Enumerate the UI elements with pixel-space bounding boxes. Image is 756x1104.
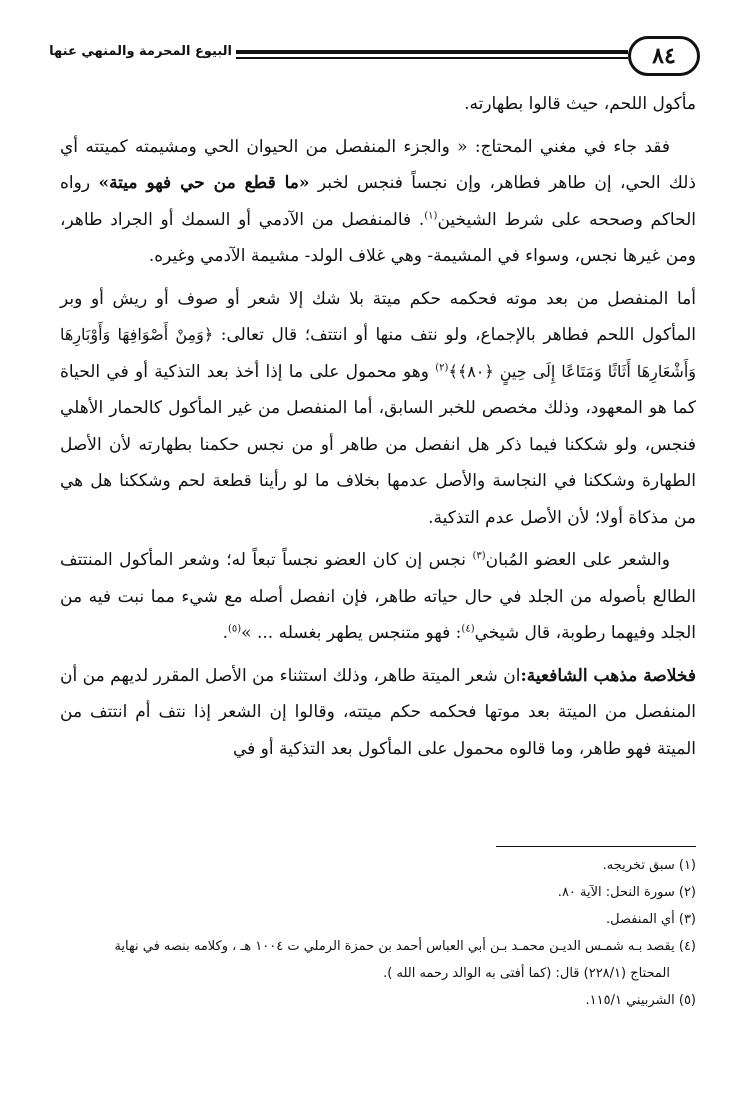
paragraph-3 (60, 281, 696, 537)
footnote-separator (496, 846, 696, 847)
footnote-ref-1[interactable]: (١) (424, 209, 438, 221)
summary-heading: فخلاصة مذهب الشافعية: (520, 665, 696, 686)
paragraph-5-text: ان شعر الميتة طاهر، وذلك استثناء من الأصل المقرر لديهم من أن المنفصل من الميتة بعد موتها فحكمه حكم ميتته، وقالوا إن الشعر إذا نتف أم انتتف من الميتة فهو طاهر، وما قالوه محمول على المأكول بعد التذكية أو في (60, 665, 697, 759)
paragraph-2-text-c: . فالمنفصل من الآدمي أو السمك أو الجراد طاهر، ومن غيرها نجس، وسواء في المشيمة- وهي غلاف الولد- مشيمة الآدمي وغيره. (60, 209, 696, 266)
footnote-4: (٤) يقصد بـه شمـس الديـن محمـد بـن أبي العباس أحمد بن حمزة الرملي ت ١٠٠٤ هـ ، وكلامه بنصه في نهاية (114, 939, 696, 954)
quran-verse: ﴿وَمِنْ أَصْوَافِهَا وَأَوْبَارِهَا وَأَشْعَارِهَا أَثَاثًا وَمَتَاعًا إِلَى حِينٍ ﴿٨٠﴾﴾ (60, 325, 697, 381)
paragraph-4-text-c: : فهو متنجس يطهر بغسله ... » (241, 623, 462, 643)
footnotes (56, 852, 696, 1014)
paragraph-4-text-a: والشعر على العضو المُبان (485, 550, 670, 570)
paragraph-2-text-a: فقد جاء في مغني المحتاج: « والجزء المنفصل من الحيوان الحي ومشيمته كميتته أي ذلك الحي، إن طاهر فطاهر، وإن نجساً فنجس لخبر (60, 136, 697, 193)
body-text (60, 86, 696, 773)
footnote-ref-3[interactable]: (٣) (472, 550, 486, 562)
page-number: ٨٤ (628, 36, 700, 76)
footnote-3: (٣) أي المنفصل. (605, 912, 696, 927)
running-title: البيوع المحرمة والمنهي عنها (49, 44, 232, 59)
header-rule-thick (236, 50, 628, 54)
footnote-ref-2[interactable]: (٢) (435, 361, 449, 373)
paragraph-3-text-a: أما المنفصل من بعد موته فحكمه حكم ميتة بلا شك إلا شعر أو صوف أو ريش أو وبر المأكول اللحم فطاهر بالإجماع، ولو نتف منها أو انتتف؛ قال تعالى: (60, 288, 696, 345)
footnote-4-continued: المحتاج (٢٢٨/١) قال: (كما أفتى به الوالد رحمه الله ). (383, 966, 670, 981)
paragraph-1 (60, 86, 696, 123)
footnote-1: (١) سبق تخريجه. (602, 858, 696, 873)
paragraph-4-text-d: . (222, 623, 228, 643)
footnote-2: (٢) سورة النحل: الآية ٨٠. (557, 885, 696, 900)
paragraph-4-text-b: نجس إن كان العضو نجساً تبعاً له؛ وشعر المأكول المنتتف الطالع بأصوله من الجلد في حال حياته طاهر، فإن انفصل أصله مع شيء مما نبت فيه من الجلد وفيهما رطوبة، قال شيخي (60, 550, 696, 643)
page-header (49, 36, 700, 80)
header-rule-thin (236, 57, 628, 59)
paragraph-4 (60, 542, 696, 652)
footnote-5: (٥) الشربيني ١١٥/١. (585, 993, 696, 1008)
paragraph-1-text: مأكول اللحم، حيث قالوا بطهارته. (464, 94, 696, 114)
paragraph-5 (60, 658, 696, 768)
header-rule (236, 50, 628, 62)
footnote-ref-4[interactable]: (٤) (461, 623, 475, 635)
paragraph-3-text-b: وهو محمول على ما إذا أخذ بعد التذكية أو في الحياة كما هو المعهود، وذلك مخصص للخبر السابق، أما المنفصل من غير المأكول كالحمار الأهلي فنجس، ولو شككنا فيما ذكر هل انفصل من طاهر أو من نجس حكمنا بطهارته لأن الأصل الطهارة وشككنا في النجاسة والأصل عدمها بخلاف ما لو رأينا قطعة لحم وشككنا هل هي من مذكاة أولا؛ لأن الأصل عدم التذكية. (60, 361, 696, 528)
hadith-quote: «ما قطع من حي فهو ميتة» (98, 173, 310, 193)
footnote-ref-5[interactable]: (٥) (227, 623, 242, 635)
paragraph-2 (60, 129, 696, 275)
paragraph-2-text-b: رواه الحاكم وصححه على شرط الشيخين (60, 173, 696, 230)
